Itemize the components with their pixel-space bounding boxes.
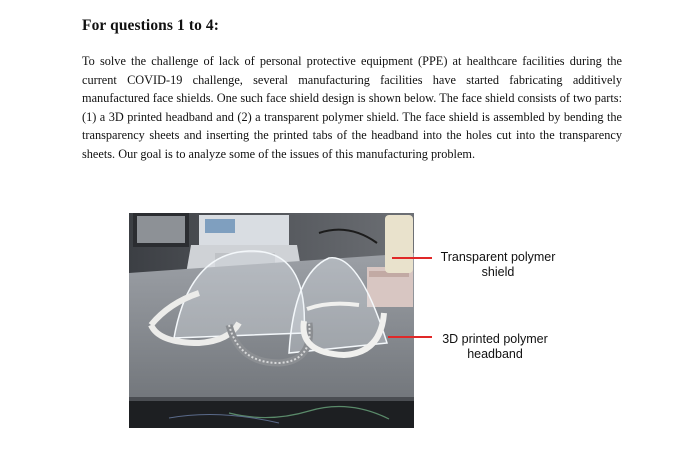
shield-callout-label: [432, 250, 564, 280]
problem-description: To solve the challenge of lack of personal protective equipment (PPE) at healthcare facilities during the current COVID-19 challenge, several manufacturing facilities have started fabricating additively manufactured face shields. One such face shield design is shown below. The face shield consists of two parts: (1) a 3D printed headband and (2) a transparent polymer shield. The face shield is assembled by bending the transparency sheets and inserting the printed tabs of the headband into the holes cut into the transparency sheets. Our goal is to analyze some of the issues of this manufacturing problem.: [82, 54, 622, 161]
headband-callout-label: [432, 332, 558, 362]
shield-label-line1: Transparent polymer: [440, 250, 556, 264]
jar: [385, 215, 413, 273]
question-heading: For questions 1 to 4:: [82, 17, 220, 34]
headband-label-line1: 3D printed polymer: [442, 332, 548, 346]
shield-callout-line: [392, 257, 432, 259]
desk-edge: [129, 399, 414, 428]
headband-label-line2: headband: [467, 347, 523, 361]
photo-illustration: [129, 213, 414, 428]
shield-label-line2: shield: [481, 265, 515, 279]
face-shield-photo: [129, 213, 414, 428]
headband-callout-line: [388, 336, 432, 338]
